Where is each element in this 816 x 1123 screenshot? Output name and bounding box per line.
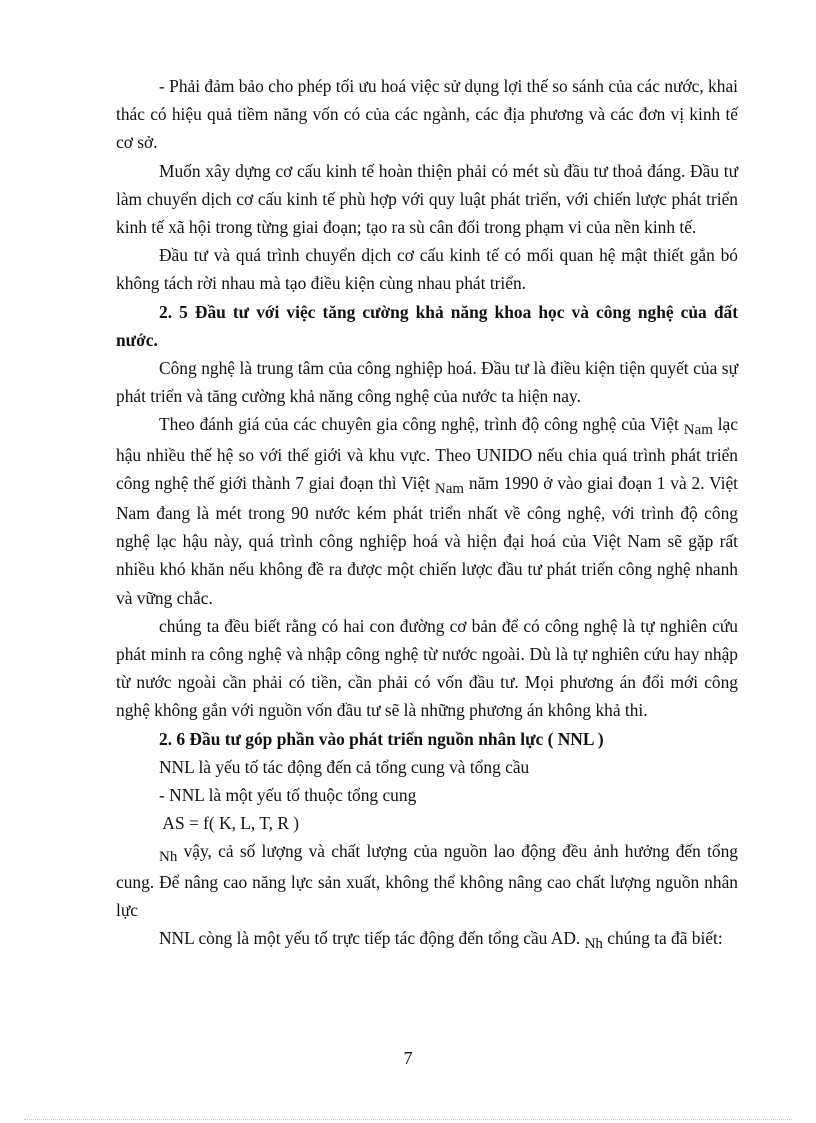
paragraph-structure-principle: - Phải đảm bảo cho phép tối ưu hoá việc sử dụng lợi thế so sánh của các nước, khai thác có hiệu quả tiềm năng vốn có của các ngành, các địa phương và các đơn vị kinh tế cơ sở. xyxy=(116,76,738,153)
text-run-subscript: Nh xyxy=(584,936,603,953)
paragraph-technology-center: Công nghệ là trung tâm của công nghiệp hoá. Đầu tư là điều kiện tiện quyết của sự phát triển và tăng cường khả năng công nghệ của nước ta hiện nay. xyxy=(116,358,738,407)
text-run: vậy, cả số lượng và chất lượng của nguồn lao động đều ảnh hưởng đến tổng cung. Để nâng cao năng lực sản xuất, không thể không nâng cao chất lượng nguồn nhân lực xyxy=(116,841,738,920)
paragraph-structure-relation: Đầu tư và quá trình chuyển dịch cơ cấu kinh tế có mối quan hệ mật thiết gắn bó không tách rời nhau mà tạo điều kiện cùng nhau phát triển. xyxy=(116,245,738,294)
text-run-subscript: Nam xyxy=(683,422,713,439)
page-body xyxy=(116,72,738,954)
paragraph-nnl-demand xyxy=(116,924,738,954)
paragraph-nnl-quality xyxy=(116,837,738,924)
text-run: năm 1990 ở vào giai đoạn 1 và 2. Việt Nam đang là mét trong 90 nước kém phát triển nhất về công nghệ, với trình độ công nghệ lạc hậu này, quá trình công nghiệp hoá và hiện đại hoá của Việt Nam sẽ gặp rất nhiều khó khăn nếu không đề ra được một chiến lược đầu tư phát triển công nghệ nhanh và vững chắc. xyxy=(116,472,738,608)
formula-aggregate-supply: AS = f( K, L, T, R ) xyxy=(159,813,300,834)
text-run: lạc hậu nhiều thế hệ so với thế giới và khu vực. Theo UNIDO nếu chia quá trình phát triển công nghệ thế giới thành 7 giai đoạn thì Việt xyxy=(116,414,738,493)
text-run: NNL còng là một yếu tố trực tiếp tác động đến tổng cầu AD. xyxy=(159,928,585,949)
paragraph-technology-paths: chúng ta đều biết rằng có hai con đường cơ bản để có công nghệ là tự nghiên cứu phát minh ra công nghệ và nhập công nghệ từ nước ngoài. Dù là tự nghiên cứu hay nhập từ nước ngoài cần phải có tiền, cần phải có vốn đầu tư. Mọi phương án đổi mới công nghệ không gắn với nguồn vốn đầu tư sẽ là những phương án không khả thi. xyxy=(116,615,738,721)
section-heading-2-5: 2. 5 Đầu tư với việc tăng cường khả năng khoa học và công nghệ của đất nước. xyxy=(116,301,738,350)
paragraph-nnl-supply: - NNL là một yếu tố thuộc tổng cung xyxy=(159,785,417,806)
text-run-subscript: Nam xyxy=(434,480,465,497)
text-run-subscript: Nh xyxy=(159,849,178,866)
page-number: 7 xyxy=(403,1048,413,1068)
page-bottom-divider xyxy=(24,1119,792,1120)
section-heading-2-6: 2. 6 Đầu tư góp phần vào phát triển nguồn nhân lực ( NNL ) xyxy=(159,728,604,749)
paragraph-structure-investment: Muốn xây dựng cơ cấu kinh tế hoàn thiện phải có mét sù đầu tư thoả đáng. Đầu tư làm chuyển dịch cơ cấu kinh tế phù hợp với quy luật phát triển, với chiến lược phát triển kinh tế xã hội trong từng giai đoạn; tạo ra sù cân đối trong phạm vi của nền kinh tế. xyxy=(116,160,738,238)
paragraph-nnl-factor: NNL là yếu tố tác động đến cả tổng cung và tổng cầu xyxy=(159,756,530,777)
paragraph-technology-assessment xyxy=(116,410,738,611)
text-run: chúng ta đã biết: xyxy=(602,928,723,949)
text-run: Theo đánh giá của các chuyên gia công nghệ, trình độ công nghệ của Việt xyxy=(159,414,684,435)
